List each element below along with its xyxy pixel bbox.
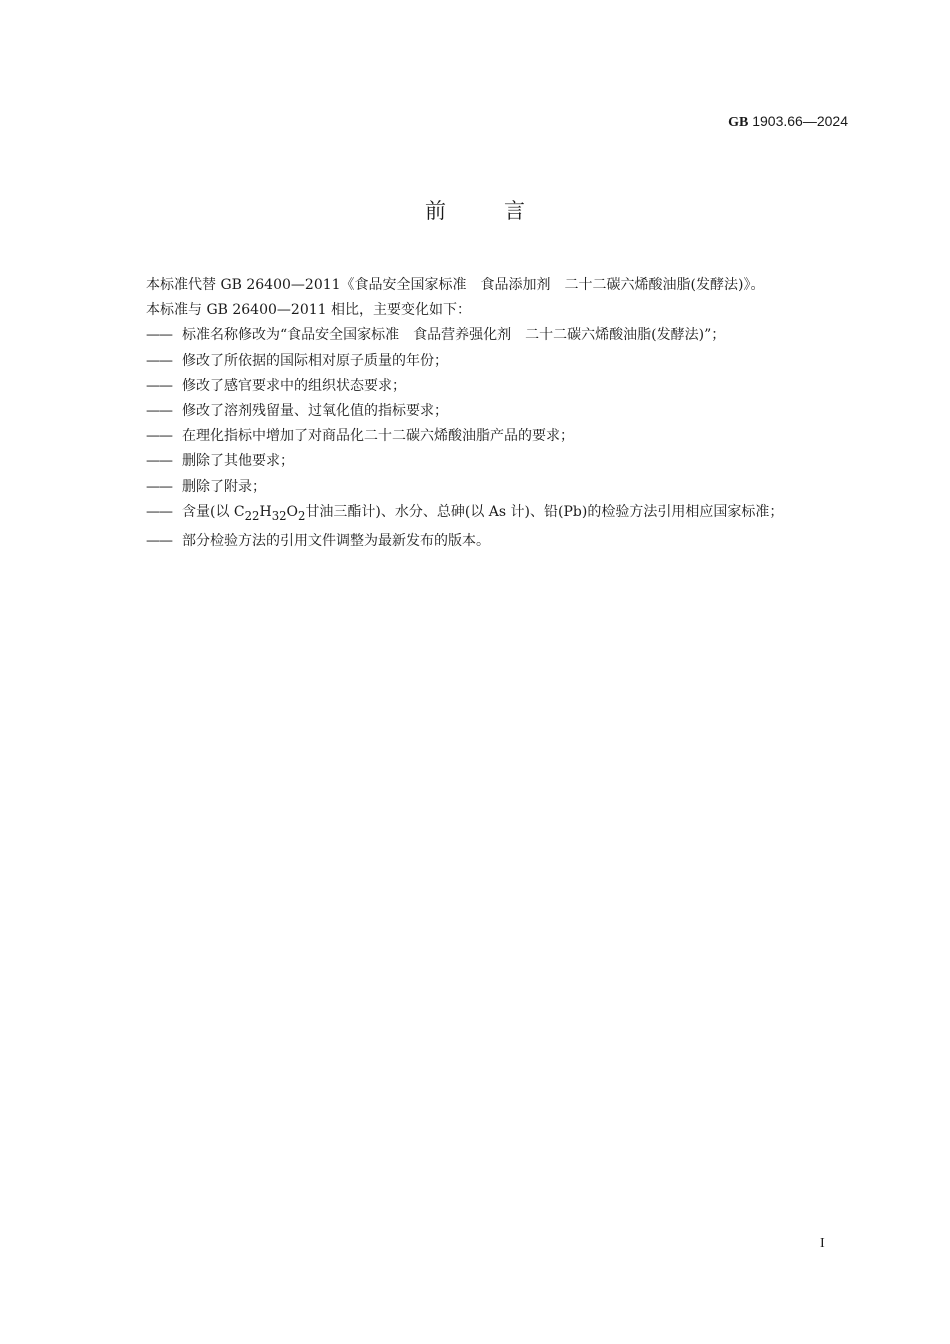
list-item bbox=[146, 399, 850, 424]
standard-code-prefix: GB bbox=[728, 115, 749, 130]
dash-marker: —— bbox=[146, 327, 172, 344]
formula-subscript: 2 bbox=[298, 508, 306, 523]
formula-subscript: 32 bbox=[271, 508, 287, 523]
list-item bbox=[146, 349, 850, 374]
list-item-text: 修改了所依据的国际相对原子质量的年份； bbox=[182, 352, 448, 369]
intro-line-2: 本标准与 GB 26400—2011 相比，主要变化如下： bbox=[146, 302, 471, 319]
list-item-text: 部分检验方法的引用文件调整为最新发布的版本。 bbox=[182, 532, 490, 549]
formula-part: 含量(以 C bbox=[182, 503, 245, 520]
foreword-body bbox=[146, 273, 850, 554]
intro-line-1: 本标准代替 GB 26400—2011《食品安全国家标准 食品添加剂 二十二碳六烯酸油脂(发酵法)》。 bbox=[146, 277, 765, 293]
formula-part: H bbox=[259, 503, 272, 520]
standard-code-number: 1903.66—2024 bbox=[752, 113, 848, 129]
dash-marker: —— bbox=[146, 403, 172, 420]
dash-marker: —— bbox=[146, 352, 172, 369]
list-item-text: 标准名称修改为“食品安全国家标准 食品营养强化剂 二十二碳六烯酸油脂(发酵法)”； bbox=[182, 327, 726, 344]
dash-marker: —— bbox=[146, 478, 172, 495]
standard-code bbox=[728, 113, 848, 131]
list-item bbox=[146, 529, 850, 554]
page-number: I bbox=[820, 1236, 825, 1251]
list-item-text: 删除了附录； bbox=[182, 478, 266, 495]
list-item bbox=[146, 449, 850, 474]
dash-marker: —— bbox=[146, 428, 172, 445]
list-item-text bbox=[182, 500, 850, 529]
formula-subscript: 22 bbox=[244, 508, 260, 523]
list-item bbox=[146, 475, 850, 500]
list-item-text: 修改了溶剂残留量、过氧化值的指标要求； bbox=[182, 403, 448, 420]
list-item-text: 删除了其他要求； bbox=[182, 453, 294, 470]
list-item-text: 在理化指标中增加了对商品化二十二碳六烯酸油脂产品的要求； bbox=[182, 428, 574, 445]
list-item bbox=[146, 323, 850, 348]
page-title: 前言 bbox=[425, 199, 583, 223]
list-item-text: 修改了感官要求中的组织状态要求； bbox=[182, 377, 406, 394]
formula-part: 甘油三酯计)、水分、总砷(以 As 计)、铅(Pb)的检验方法引用相应国家标准； bbox=[305, 503, 784, 520]
list-item-test-methods bbox=[146, 500, 850, 529]
list-item bbox=[146, 424, 850, 449]
dash-marker: —— bbox=[146, 532, 172, 549]
dash-marker: —— bbox=[146, 377, 172, 394]
formula-part: O bbox=[286, 503, 299, 520]
dash-marker: —— bbox=[146, 453, 172, 470]
list-item bbox=[146, 374, 850, 399]
dash-marker: —— bbox=[146, 503, 172, 520]
